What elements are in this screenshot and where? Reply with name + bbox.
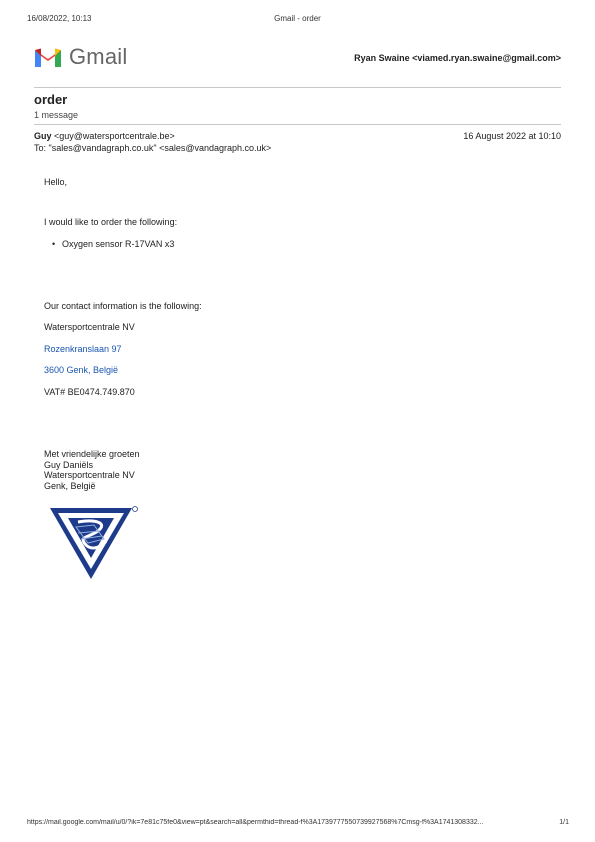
address-city-link[interactable]: 3600 Genk, België xyxy=(44,365,119,375)
gmail-m-icon xyxy=(33,46,63,69)
list-item: • Oxygen sensor R-17VAN x3 xyxy=(62,239,174,249)
vat-number: VAT# BE0474.749.870 xyxy=(44,387,135,397)
address-street-link[interactable]: Rozenkranslaan 97 xyxy=(44,344,122,354)
signature-closing: Met vriendelijke groeten xyxy=(44,449,140,459)
gmail-logo[interactable] xyxy=(33,44,127,70)
signature-name: Guy Daniëls xyxy=(44,459,94,470)
order-intro: I would like to order the following: xyxy=(44,217,178,227)
greeting: Hello, xyxy=(44,177,68,187)
page-number: 1/1 xyxy=(559,819,569,826)
header-divider xyxy=(34,87,561,88)
thread-subject: order xyxy=(34,92,68,107)
signature xyxy=(44,449,140,491)
company-emblem-icon xyxy=(48,505,140,581)
thread-divider xyxy=(34,124,561,125)
print-datetime: 16/08/2022, 10:13 xyxy=(27,14,92,23)
sender-email[interactable]: <guy@watersportcentrale.be> xyxy=(54,131,175,141)
message-count: 1 message xyxy=(34,110,79,120)
gmail-wordmark: Gmail xyxy=(69,44,128,69)
message-from xyxy=(34,131,175,141)
contact-intro: Our contact information is the following: xyxy=(44,301,202,311)
signature-location: Genk, België xyxy=(44,480,96,491)
company-name: Watersportcentrale NV xyxy=(44,322,135,332)
sender-name: Guy xyxy=(34,131,52,141)
print-url: https://mail.google.com/mail/u/0/?ik=7e81c75fe0&view=pt&search=all&permthid=thread-f%3A1739777550739927568%7Cmsg-f%3A1741308332... xyxy=(27,819,484,826)
message-to: To: "sales@vandagraph.co.uk" <sales@vandagraph.co.uk> xyxy=(34,143,272,153)
signature-company: Watersportcentrale NV xyxy=(44,470,135,480)
print-title: Gmail - order xyxy=(274,14,321,23)
message-date: 16 August 2022 at 10:10 xyxy=(463,131,561,141)
account-label: Ryan Swaine <viamed.ryan.swaine@gmail.com> xyxy=(354,53,561,63)
